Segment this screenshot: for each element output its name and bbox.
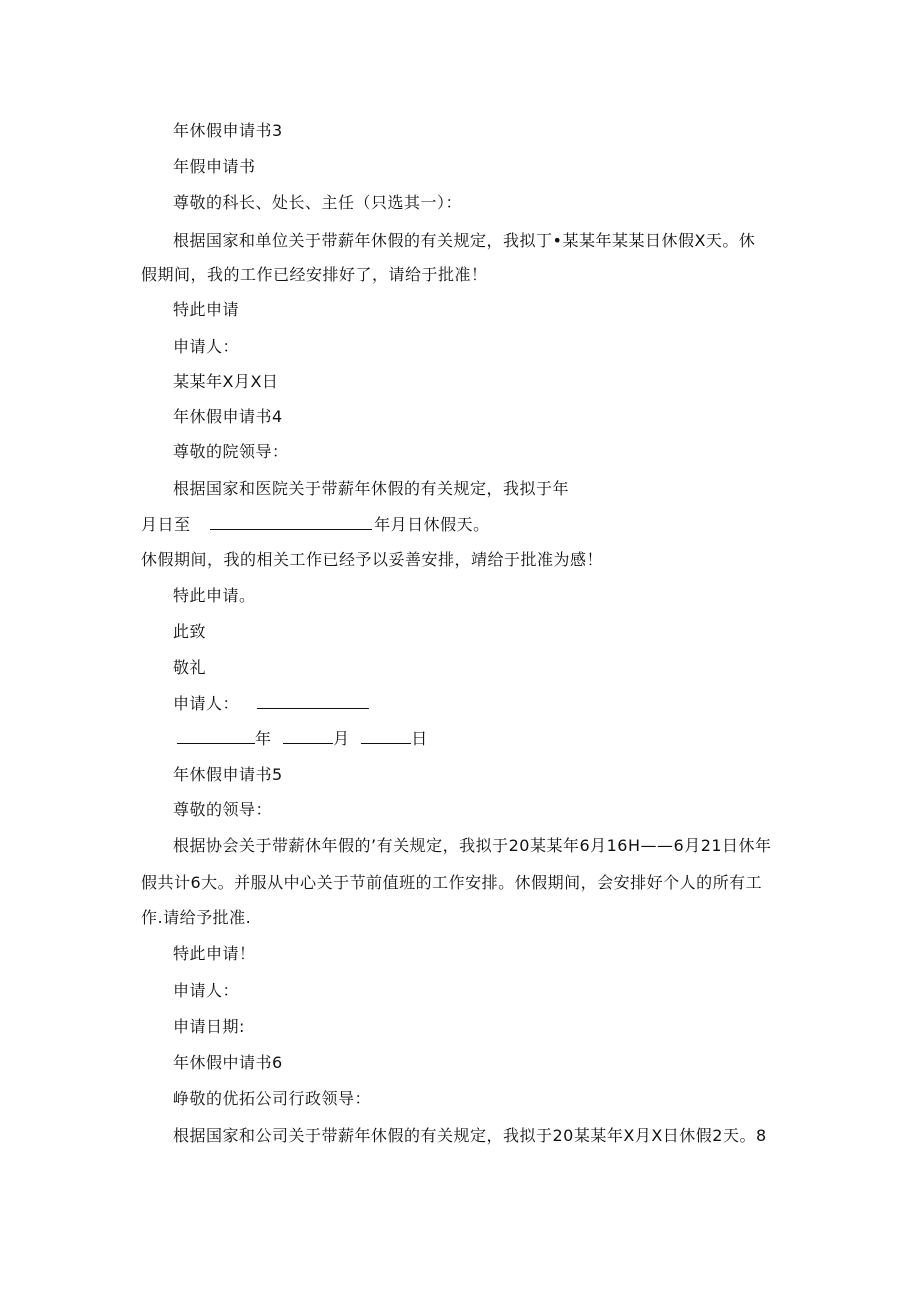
body-text: 假期间，我的工作已经安排好了，请给于批准！ bbox=[141, 265, 488, 284]
body-text: 假共计6大。并服从中心关于节前值班的工作安排。休假期间，会安排好个人的所有工 bbox=[141, 873, 763, 892]
closing-text: 特此申请 bbox=[173, 300, 240, 319]
fill-in-blank bbox=[177, 729, 255, 744]
section-title-4: 年休假申请书4 bbox=[173, 407, 283, 426]
date-label: 申请日期: bbox=[173, 1017, 245, 1036]
applicant-label: 申请人： bbox=[173, 981, 240, 1000]
date-fragment: 月日至 bbox=[141, 515, 191, 534]
body-text-with-blank bbox=[141, 514, 490, 536]
heading: 年假申请书 bbox=[173, 157, 256, 176]
salutation: 峥敬的优拓公司行政领导： bbox=[173, 1089, 372, 1108]
fill-in-blank bbox=[210, 515, 372, 530]
closing-text: 此致 bbox=[173, 622, 207, 641]
date-fragment: 年月日休假天。 bbox=[374, 515, 490, 534]
fill-in-blank bbox=[361, 729, 411, 744]
date-fragment: 年 bbox=[255, 729, 272, 748]
body-text: 休假期间，我的相关工作已经予以妥善安排，靖给于批准为感！ bbox=[141, 550, 604, 569]
date-blank-line bbox=[177, 728, 428, 750]
body-text: 根据国家和公司关于带薪年休假的有关规定，我拟于20某某年X月X日休假2天。8 bbox=[173, 1126, 767, 1145]
closing-text: 特此申请！ bbox=[173, 944, 256, 963]
applicant-label: 申请人： bbox=[173, 337, 240, 356]
section-title-3: 年休假申请书3 bbox=[173, 121, 283, 140]
body-text: 根据国家和单位关于带薪年休假的有关规定，我拟丁•某某年某某日休假X天。休 bbox=[173, 231, 756, 250]
salutation: 尊敬的院领导： bbox=[173, 442, 289, 461]
applicant-label: 申请人： bbox=[173, 694, 240, 713]
body-text: 作.请给予批准. bbox=[141, 908, 252, 927]
body-text: 根据协会关于带薪休年假的’有关规定，我拟于20某某年6月16H——6月21日休年 bbox=[173, 836, 772, 855]
fill-in-blank bbox=[257, 694, 369, 709]
section-title-5: 年休假申请书5 bbox=[173, 765, 283, 784]
closing-text: 特此申请。 bbox=[173, 586, 256, 605]
salutation: 尊敬的科长、处长、主任（只选其一）： bbox=[173, 193, 463, 212]
date-fragment: 日 bbox=[411, 729, 428, 748]
salutation: 尊敬的领导： bbox=[173, 800, 273, 819]
fill-in-blank bbox=[283, 729, 333, 744]
applicant-line bbox=[173, 693, 369, 715]
closing-text: 敬礼 bbox=[173, 658, 207, 677]
body-text: 根据国家和医院关于带薪年休假的有关规定，我拟于年 bbox=[173, 479, 570, 498]
date-fragment: 月 bbox=[333, 729, 350, 748]
date-text: 某某年X月X日 bbox=[173, 372, 279, 391]
section-title-6: 年休假中请书6 bbox=[173, 1053, 283, 1072]
